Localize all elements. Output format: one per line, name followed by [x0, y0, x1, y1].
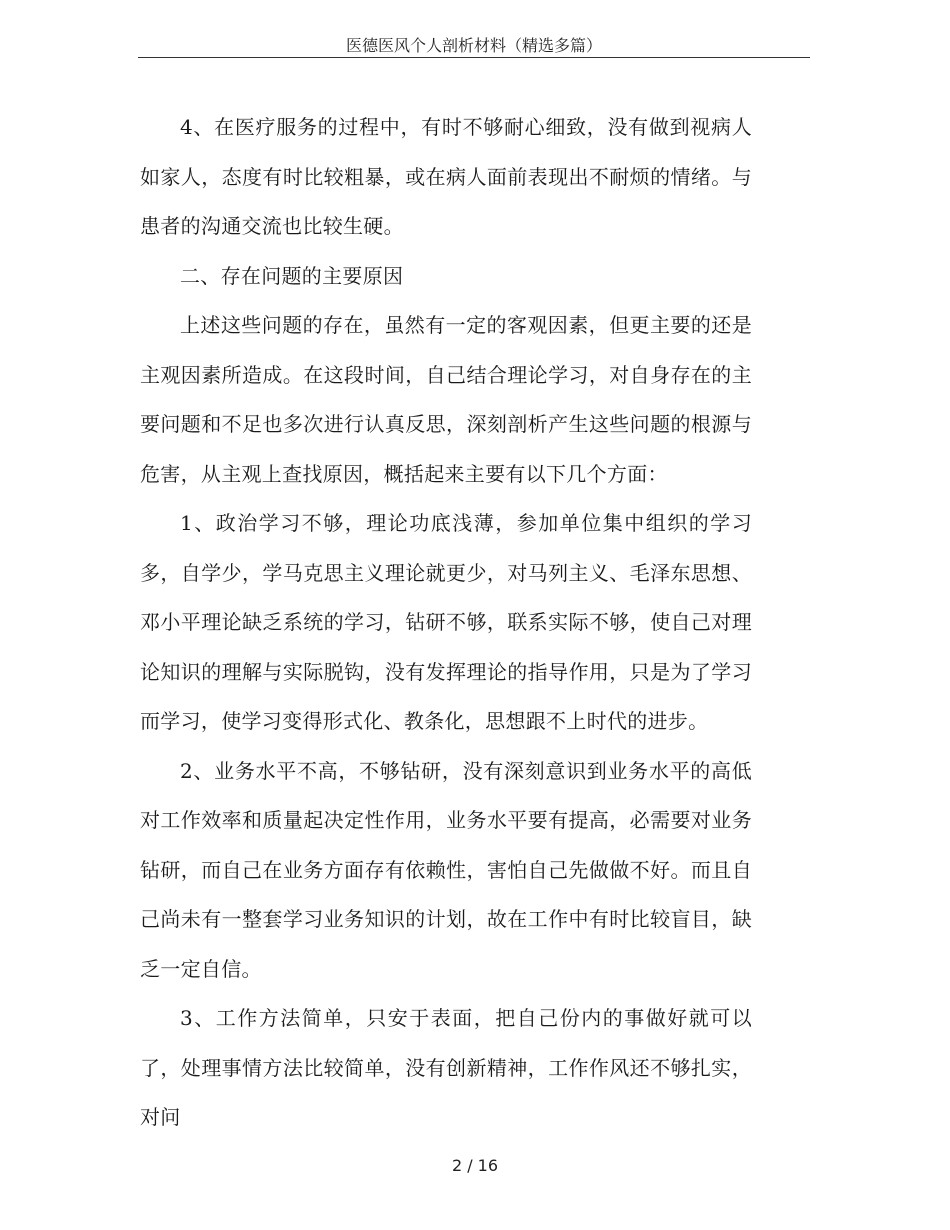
page-number: 2 / 16: [451, 1156, 499, 1175]
section-heading-causes: 二、存在问题的主要原因: [180, 263, 404, 288]
paragraph-cause-1: 1、政治学习不够，理论功底浅薄，参加单位集中组织的学习多，自学少，学马克思主义理论就更少，对马列主义、毛泽东思想、邓小平理论缺乏系统的学习，钻研不够，联系实际不够，使自己对理论知识的理解与实际脱钩，没有发挥理论的指导作用，只是为了学习而学习，使学习变得形式化、教条化，思想跟不上时代的进步。: [140, 511, 752, 733]
paragraph-cause-2: 2、业务水平不高，不够钻研，没有深刻意识到业务水平的高低对工作效率和质量起决定性作用，业务水平要有提高，必需要对业务钻研，而自己在业务方面存有依赖性，害怕自己先做做不好。而且自己尚未有一整套学习业务知识的计划，故在工作中有时比较盲目，缺乏一定自信。: [140, 758, 752, 981]
header-divider: [138, 57, 810, 58]
paragraph-item-4: 4、在医疗服务的过程中，有时不够耐心细致，没有做到视病人如家人，态度有时比较粗暴，或在病人面前表现出不耐烦的情绪。与患者的沟通交流也比较生硬。: [140, 115, 752, 238]
page-header-title: 医德医风个人剖析材料（精选多篇）: [345, 36, 602, 55]
paragraph-cause-3: 3、工作方法简单，只安于表面，把自己份内的事做好就可以了，处理事情方法比较简单，没有创新精神，工作作风还不够扎实，对问: [140, 1006, 752, 1129]
document-body: [140, 103, 752, 1143]
paragraph-causes-intro: 上述这些问题的存在，虽然有一定的客观因素，但更主要的还是主观因素所造成。在这段时间，自己结合理论学习，对自身存在的主要问题和不足也多次进行认真反思，深刻剖析产生这些问题的根源与危害，从主观上查找原因，概括起来主要有以下几个方面：: [140, 313, 752, 486]
